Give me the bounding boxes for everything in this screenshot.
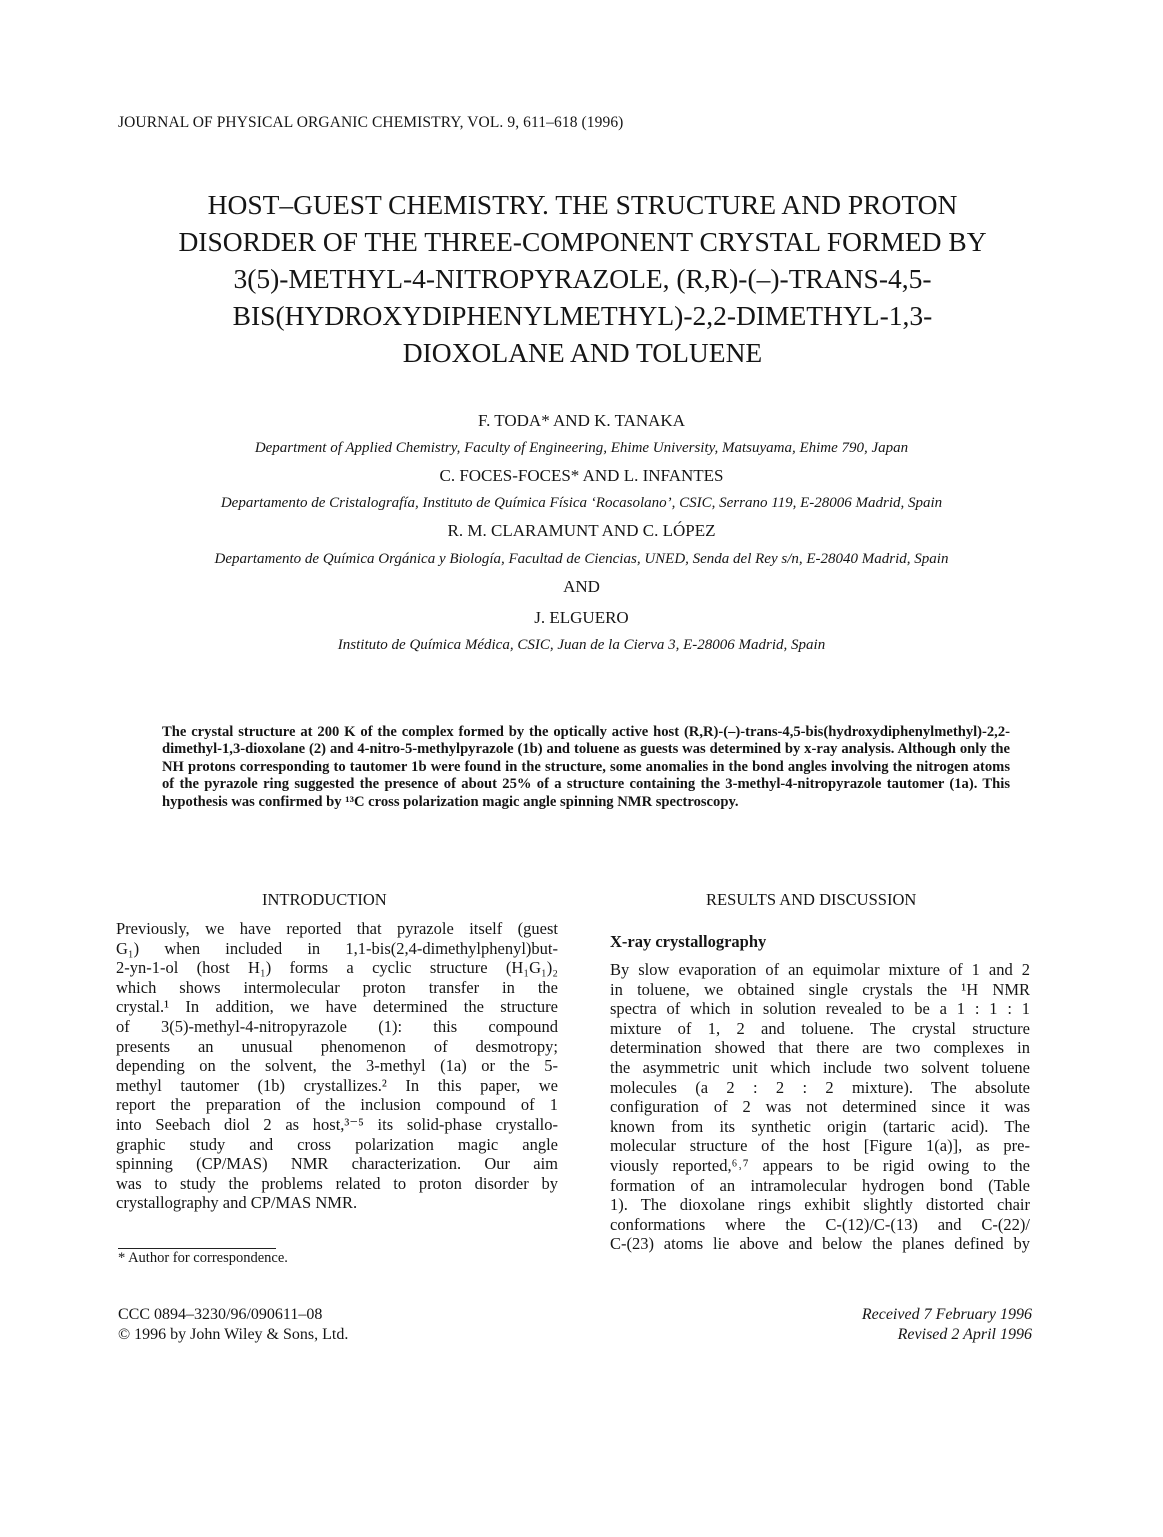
results-body xyxy=(610,960,1030,1254)
publication-info xyxy=(118,1305,348,1345)
author-names: C. FOCES-FOCES* AND L. INFANTES xyxy=(439,466,724,485)
article-title xyxy=(110,186,1055,371)
text-line: molecular structure of the host [Figure 1(a)], as pre- xyxy=(610,1136,1030,1156)
results-heading: RESULTS AND DISCUSSION xyxy=(706,890,917,909)
text-line: presents an unusual phenomenon of desmotropy; xyxy=(116,1036,558,1056)
text-line: the asymmetric unit which include two solvent toluene xyxy=(610,1057,1030,1077)
footnote: * Author for correspondence. xyxy=(118,1250,288,1266)
text-line: mixture of 1, 2 and toluene. The crystal structure xyxy=(610,1018,1030,1038)
text-line: was to study the problems related to proton disorder by xyxy=(116,1173,558,1193)
text-line: formation of an intramolecular hydrogen bond (Table xyxy=(610,1175,1030,1195)
text-line: crystal.¹ In addition, we have determined the structure xyxy=(116,997,558,1017)
text-line: methyl tautomer (1b) crystallizes.² In this paper, we xyxy=(116,1075,558,1095)
text-line: known from its synthetic origin (tartaric acid). The xyxy=(610,1116,1030,1136)
text-line: 2-yn-1-ol (host H₁) forms a cyclic structure (H₁G₁)₂ xyxy=(116,958,558,978)
abstract: The crystal structure at 200 K of the complex formed by the optically active host (R,R)-(–)-trans-4,5-bis(hydroxydiphenylmethyl)-2,2-dimethyl-1,3-dioxolane (2) and 4-nitro-5-methylpyrazole (1b) and toluene as guests was determined by x-ray analysis. Although only the NH protons corresponding to tautomer 1b were found in the structure, some anomalies in the bond angles involving the nitrogen atoms of the pyrazole ring suggested the presence of about 25% of a structure containing the 3-methyl-4-nitropyrazole tautomer (1a). This hypothesis was confirmed by ¹³C cross polarization magic angle spinning NMR spectroscopy. xyxy=(162,724,1010,810)
author-conjunction: AND xyxy=(563,577,600,596)
title-line: HOST–GUEST CHEMISTRY. THE STRUCTURE AND PROTON xyxy=(207,189,958,220)
author-names: J. ELGUERO xyxy=(534,608,629,627)
text-line: 1). The dioxolane rings exhibit slightly distorted chair xyxy=(610,1195,1030,1215)
text-line: viously reported,⁶˒⁷ appears to be rigid owing to the xyxy=(610,1155,1030,1175)
text-line: conformations where the C-(12)/C-(13) and C-(22)/ xyxy=(610,1214,1030,1234)
text-line: which shows intermolecular proton transfer in the xyxy=(116,977,558,997)
text-line: C-(23) atoms lie above and below the planes defined by xyxy=(610,1234,1030,1254)
text-line: into Seebach diol 2 as host,³⁻⁵ its solid-phase crystallo- xyxy=(116,1114,558,1134)
text-line: spectra of which in solution revealed to be a 1 : 1 : 1 xyxy=(610,999,1030,1019)
text-line: configuration of 2 was not determined since it was xyxy=(610,1097,1030,1117)
author-affiliation: Departamento de Cristalografía, Instituto de Química Física ‘Rocasolano’, CSIC, Serrano 119, E-28006 Madrid, Spain xyxy=(220,495,943,511)
author-affiliation: Departamento de Química Orgánica y Biología, Facultad de Ciencias, UNED, Senda del Rey s/n, E-28040 Madrid, Spain xyxy=(214,551,949,567)
author-names: F. TODA* AND K. TANAKA xyxy=(478,411,685,430)
title-line: DISORDER OF THE THREE-COMPONENT CRYSTAL FORMED BY xyxy=(178,226,987,257)
text-line: molecules (a 2 : 2 : 2 mixture). The absolute xyxy=(610,1077,1030,1097)
copyright-notice: © 1996 by John Wiley & Sons, Ltd. xyxy=(118,1326,349,1343)
footnote-divider xyxy=(118,1248,276,1249)
results-subheading: X-ray crystallography xyxy=(610,932,767,951)
received-date: Received 7 February 1996 xyxy=(861,1306,1032,1323)
text-line: determination showed that there are two complexes in xyxy=(610,1038,1030,1058)
text-line: of 3(5)-methyl-4-nitropyrazole (1): this compound xyxy=(116,1016,558,1036)
text-line: G₁) when included in 1,1-bis(2,4-dimethylphenyl)but- xyxy=(116,938,558,958)
submission-dates xyxy=(862,1305,1032,1345)
author-affiliation: Instituto de Química Médica, CSIC, Juan de la Cierva 3, E-28006 Madrid, Spain xyxy=(337,637,826,653)
revised-date: Revised 2 April 1996 xyxy=(897,1326,1032,1343)
text-line: in toluene, we obtained single crystals the ¹H NMR xyxy=(610,979,1030,999)
text-line: Previously, we have reported that pyrazole itself (guest xyxy=(116,919,558,938)
title-line: 3(5)-METHYL-4-NITROPYRAZOLE, (R,R)-(–)-TRANS-4,5- xyxy=(233,263,932,294)
journal-header: JOURNAL OF PHYSICAL ORGANIC CHEMISTRY, VOL. 9, 611–618 (1996) xyxy=(118,114,624,131)
title-line: DIOXOLANE AND TOLUENE xyxy=(402,337,763,368)
author-affiliation: Department of Applied Chemistry, Faculty of Engineering, Ehime University, Matsuyama, Ehime 790, Japan xyxy=(254,440,909,456)
text-line: depending on the solvent, the 3-methyl (1a) or the 5- xyxy=(116,1056,558,1076)
introduction-body xyxy=(116,919,558,1213)
author-names: R. M. CLARAMUNT AND C. LÓPEZ xyxy=(447,521,716,540)
text-line: By slow evaporation of an equimolar mixture of 1 and 2 xyxy=(610,960,1030,979)
text-line: report the preparation of the inclusion compound of 1 xyxy=(116,1095,558,1115)
text-line: graphic study and cross polarization magic angle xyxy=(116,1134,558,1154)
introduction-heading: INTRODUCTION xyxy=(262,890,387,909)
ccc-code: CCC 0894–3230/96/090611–08 xyxy=(118,1306,323,1323)
title-line: BIS(HYDROXYDIPHENYLMETHYL)-2,2-DIMETHYL-1,3- xyxy=(232,300,933,331)
text-line: crystallography and CP/MAS NMR. xyxy=(116,1193,358,1213)
text-line: spinning (CP/MAS) NMR characterization. Our aim xyxy=(116,1154,558,1174)
